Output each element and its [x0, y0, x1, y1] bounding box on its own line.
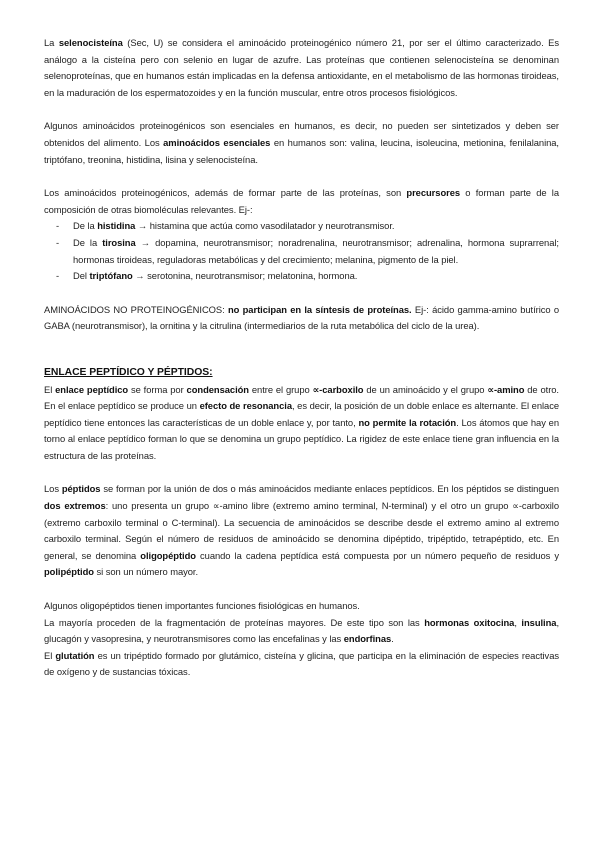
precursor-list	[44, 218, 559, 284]
paragraph-oligopeptidos-intro: Algunos oligopéptidos tienen importantes funciones fisiológicas en humanos.	[44, 600, 360, 612]
paragraph-enlace-peptidico: El enlace peptídico se forma por condensación entre el grupo ∝-carboxilo de un aminoácido y el grupo ∝-amino de otro. En el enlace peptídico se produce un efecto de resonancia, es decir, la posición de un doble enlace es alternante. El enlace peptídico tiene entonces las características de un doble enlace y, por tanto, no permite la rotación. Los átomos que hay en torno al enlace peptídico forman lo que se denomina un grupo peptídico. La rigidez de este enlace tiene gran influencia en la estructura de las proteínas.	[44, 383, 559, 461]
list-item: - Del triptófano → serotonina, neurotransmisor; melatonina, hormona.	[44, 268, 559, 285]
list-item: - De la tirosina → dopamina, neurotransmisor; noradrenalina, neurotransmisor; adrenalina, hormona suprarrenal; hormonas tiroideas, reguladoras metabólicas y del crecimiento; melanina, pigmento de la piel.	[44, 235, 559, 268]
paragraph-no-proteinogenicos: AMINOÁCIDOS NO PROTEINOGÉNICOS: no participan en la síntesis de proteínas. Ej-: ácido gamma-amino butírico o GABA (neurotransmisor), la ornitina y la citrulina (intermediarios de la ruta metabólica del ciclo de la urea).	[44, 303, 559, 332]
paragraph-glutation: El glutatión es un tripéptido formado por glutámico, cisteína y glicina, que participa en la eliminación de especies reactivas de oxígeno y de sustancias tóxicas.	[44, 649, 559, 678]
paragraph-peptidos: Los péptidos se forman por la unión de dos o más aminoácidos mediante enlaces peptídicos. En los péptidos se distinguen dos extremos: uno presenta un grupo ∝-amino libre (extremo amino terminal, N-terminal) y el otro un grupo ∝-carboxilo (extremo carboxilo terminal o C-terminal). La secuencia de aminoácidos se describe desde el extremo amino al extremo carboxilo terminal. Según el número de residuos de aminoácido se denomina dipéptido, tripéptido, tetrapéptido, etc. En general, se denomina oligopéptido cuando la cadena peptídica está compuesta por un número pequeño de residuos y polipéptido si son un número mayor.	[44, 483, 559, 578]
paragraph-selenocisteina: La selenocisteína (Sec, U) se considera el aminoácido proteinogénico número 21, por ser el último caracterizado. Es análogo a la cisteína pero con selenio en lugar de azufre. Las proteínas que contienen selenocisteína se denominan selenoproteínas, que en humanos están implicadas en la defensa antioxidante, en el metabolismo de las hormonas tiroideas, en la maduración de los espermatozoides y en la función muscular, entre otros procesos fisiológicos.	[44, 37, 560, 98]
list-item: - De la histidina → histamina que actúa como vasodilatador y neurotransmisor.	[44, 218, 559, 235]
paragraph-precursores: Los aminoácidos proteinogénicos, además de formar parte de las proteínas, son precursores o forman parte de la composición de otras biomoléculas relevantes. Ej-:	[44, 187, 559, 215]
paragraph-aminoacidos-esenciales: Algunos aminoácidos proteinogénicos son esenciales en humanos, es decir, no pueden ser sintetizados y deben ser obtenidos del alimento. Los aminoácidos esenciales en humanos son: valina, leucina, isoleucina, metionina, fenilalanina, triptófano, treonina, histidina, lisina y selenocisteína.	[44, 120, 559, 165]
paragraph-oligopeptidos: La mayoría proceden de la fragmentación de proteínas mayores. De este tipo son las hormonas oxitocina, insulina, glucagón y vasopresina, y neurotransmisores como las encefalinas y las endorfinas.	[44, 616, 560, 645]
section-heading: ENLACE PEPTÍDICO Y PÉPTIDOS:	[44, 366, 213, 378]
document-body	[44, 35, 559, 681]
